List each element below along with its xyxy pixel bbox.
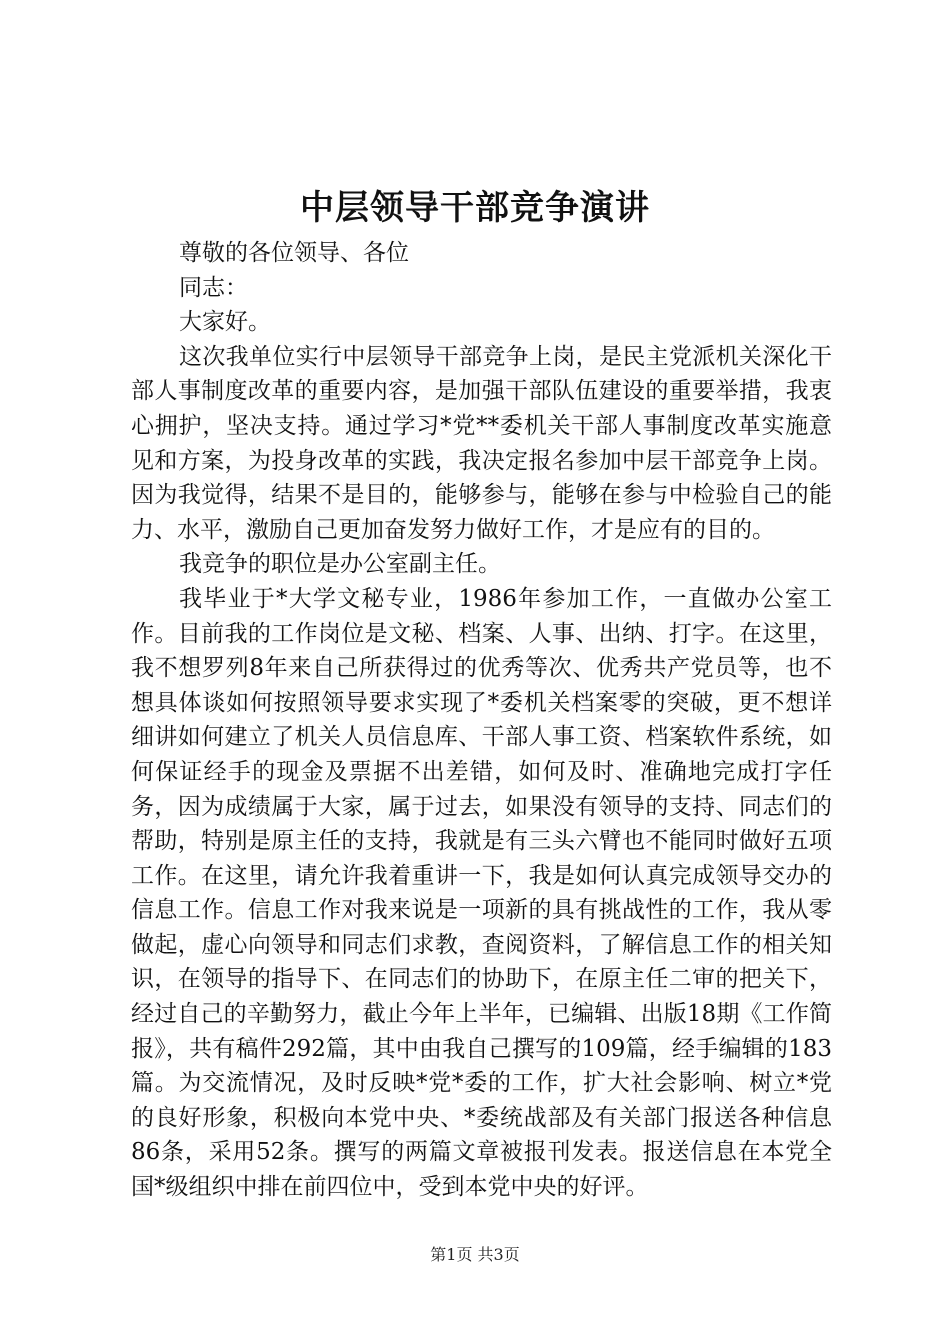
salutation-line-2: 同志： <box>179 274 248 301</box>
paragraph-intro: 这次我单位实行中层领导干部竞争上岗，是民主党派机关深化干部人事制度改革的重要内容，是加强干部队伍建设的重要举措，我衷心拥护，坚决支持。通过学习*党**委机关干部人事制度改革实施意见和方案，为投身改革的实践，我决定报名参加中层干部竞争上岗。因为我觉得，结果不是目的，能够参与，能够在参与中检验自己的能力、水平，激励自己更加奋发努力做好工作，才是应有的目的。 <box>131 343 832 543</box>
document-title: 中层领导干部竞争演讲 <box>300 188 650 228</box>
document-body <box>131 236 832 1205</box>
salutation-line-1: 尊敬的各位领导、各位 <box>179 240 409 266</box>
paragraph-experience: 我毕业于*大学文秘专业，1986年参加工作，一直做办公室工作。目前我的工作岗位是文秘、档案、人事、出纳、打字。在这里，我不想罗列8年来自己所获得过的优秀等次、优秀共产党员等，也不想具体谈如何按照领导要求实现了*委机关档案零的突破，更不想详细讲如何建立了机关人员信息库、干部人事工资、档案软件系统，如何保证经手的现金及票据不出差错，如何及时、准确地完成打字任务，因为成绩属于大家，属于过去，如果没有领导的支持、同志们的帮助，特别是原主任的支持，我就是有三头六臂也不能同时做好五项工作。在这里，请允许我着重讲一下，我是如何认真完成领导交办的信息工作。信息工作对我来说是一项新的具有挑战性的工作，我从零做起，虚心向领导和同志们求教，查阅资料，了解信息工作的相关知识，在领导的指导下、在同志们的协助下，在原主任二审的把关下，经过自己的辛勤努力，截止今年上半年，已编辑、出版18期《工作简报》，共有稿件292篇，其中由我自己撰写的109篇，经手编辑的183篇。为交流情况，及时反映*党*委的工作，扩大社会影响、树立*党的良好形象，积极向本党中央、*委统战部及有关部门报送各种信息86条，采用52条。撰写的两篇文章被报刊发表。报送信息在本党全国*级组织中排在前四位中，受到本党中央的好评。 <box>131 585 832 1201</box>
greeting: 大家好。 <box>179 309 271 336</box>
page-footer: 第1页 共3页 <box>430 1245 520 1264</box>
paragraph-position: 我竞争的职位是办公室副主任。 <box>179 551 501 578</box>
